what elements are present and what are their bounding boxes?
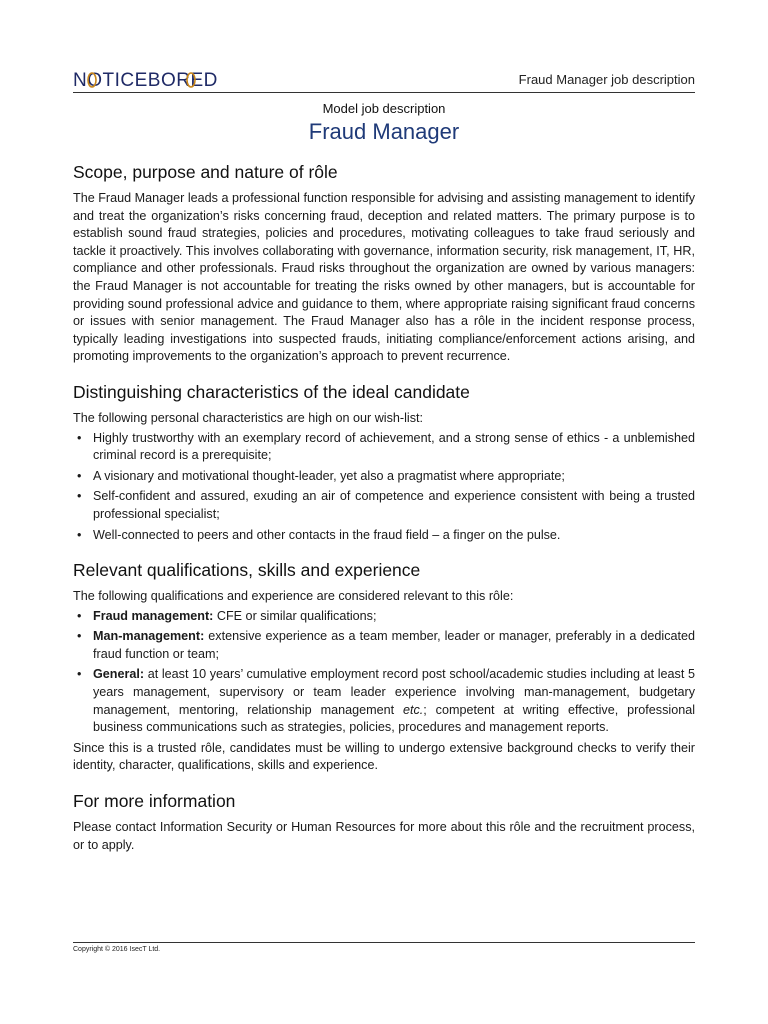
section-characteristics	[73, 380, 695, 544]
page-title: Fraud Manager	[308, 119, 460, 144]
bullet-icon: •	[77, 527, 82, 542]
section-more-info	[73, 789, 695, 854]
document-body	[73, 160, 695, 868]
list-item: • Man-management: extensive experience as a team member, leader or manager, preferably in a dedicated fraud function or team;	[77, 629, 695, 661]
list-item: • General: at least 10 years’ cumulative employment record post school/academic studies including at least 5 years management, supervisory or team leader experience involving man-management, budgetary management, mentoring, relationship management etc.; competent at writing effective, professional business communications such as strategies, policies, procedures and management reports.	[77, 667, 696, 735]
list-item: • A visionary and motivational thought-leader, yet also a pragmatist where appropriate;	[73, 468, 695, 486]
list-item: • Well-connected to peers and other contacts in the fraud field – a finger on the pulse.	[73, 527, 695, 545]
bullet-icon: •	[77, 489, 82, 504]
logo-swirl-icon-2	[185, 71, 197, 89]
section-heading: For more information	[73, 791, 236, 812]
bullet-icon: •	[77, 430, 82, 445]
list-item: • Fraud management: CFE or similar qualifications;	[73, 608, 695, 626]
page-subtitle: Model job description	[322, 101, 446, 116]
bullet-icon: •	[77, 468, 82, 483]
logo-swirl-icon	[86, 71, 98, 89]
section-closing: Since this is a trusted rôle, candidates must be willing to undergo extensive background checks to verify their identity, character, qualifications, skills and experience.	[73, 740, 695, 773]
bullet-icon: •	[77, 667, 82, 682]
section-paragraph: The Fraud Manager leads a professional function responsible for advising and assisting management to identify and treat the organization’s risks concerning fraud, deception and related matters. The primary purpose is to establish sound fraud strategies, policies and procedures, motivating colleagues to take fraud seriously and tackle it proactively. This involves collaborating with governance, information security, risk management, IT, HR, compliance and other professionals. Fraud risks throughout the organization are owned by various managers: the Fraud Manager is not accountable for treating the risks owned by other managers, but is accountable for providing sound professional advice and guidance to them, where appropriate raising significant fraud concerns or issues with senior management. The Fraud Manager also has a rôle in the incident response process, typically leading investigations into suspected frauds, initiating compliance/enforcement actions arising, and promoting improvements to the organization’s approach to prevent recurrence.	[73, 191, 695, 364]
logo-text: NOTICEBORED	[73, 70, 218, 91]
header-document-title: Fraud Manager job description	[518, 72, 695, 87]
qualifications-list	[73, 608, 695, 737]
section-heading: Relevant qualifications, skills and experience	[73, 560, 421, 581]
section-heading: Distinguishing characteristics of the ideal candidate	[73, 381, 470, 402]
list-item: • Highly trustworthy with an exemplary record of achievement, and a strong sense of ethics - a unblemished criminal record is a prerequisite;	[77, 430, 695, 463]
list-item: • Self-confident and assured, exuding an air of competence and experience consistent with being a trusted professional specialist;	[77, 489, 695, 521]
section-qualifications	[73, 558, 695, 775]
section-intro: The following personal characteristics are high on our wish-list:	[73, 410, 423, 425]
section-heading: Scope, purpose and nature of rôle	[73, 162, 338, 182]
characteristics-list	[73, 430, 695, 545]
section-paragraph: Please contact Information Security or Human Resources for more about this rôle and the recruitment process, or to apply.	[73, 820, 695, 852]
footer-divider	[73, 942, 695, 943]
section-intro: The following qualifications and experience are considered relevant to this rôle:	[73, 589, 514, 604]
bullet-icon: •	[77, 629, 82, 644]
page-header	[73, 68, 695, 93]
copyright: Copyright © 2016 IsecT Ltd.	[73, 946, 161, 953]
bullet-icon: •	[77, 608, 82, 623]
section-scope	[73, 160, 695, 366]
